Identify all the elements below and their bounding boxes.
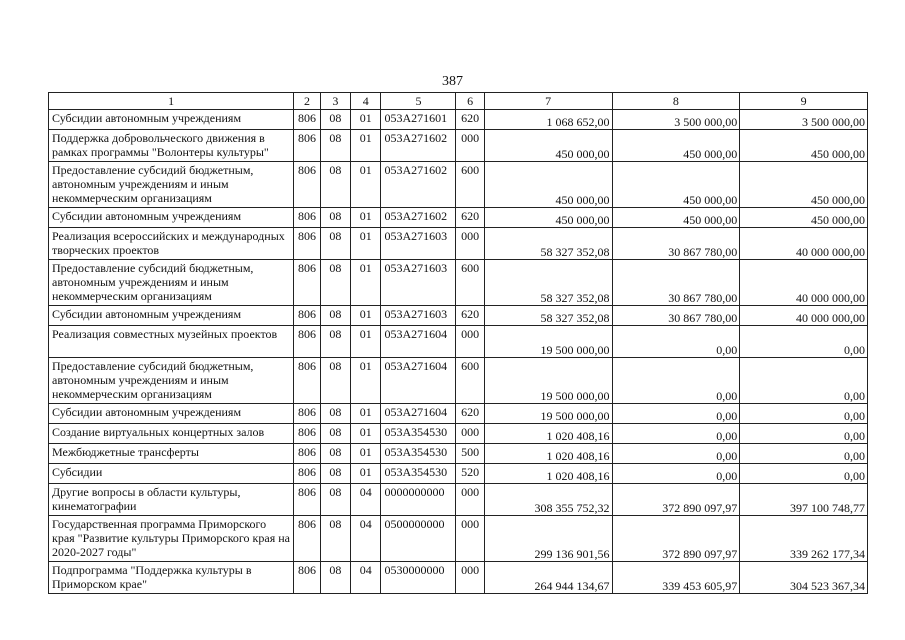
cell-col5: 053A354530 xyxy=(381,424,456,444)
cell-value-2024: 3 500 000,00 xyxy=(612,110,740,130)
table-row xyxy=(49,424,868,444)
cell-value-2023: 58 327 352,08 xyxy=(484,228,612,260)
cell-col3: 08 xyxy=(320,464,350,484)
cell-col5: 053A271603 xyxy=(381,228,456,260)
cell-value-2023: 299 136 901,56 xyxy=(484,516,612,562)
cell-value-2025: 3 500 000,00 xyxy=(740,110,868,130)
cell-col6: 600 xyxy=(456,162,484,208)
cell-col4: 01 xyxy=(351,208,381,228)
cell-value-2025: 0,00 xyxy=(740,464,868,484)
row-name: Поддержка добровольческого движения в рамках программы "Волонтеры культуры" xyxy=(49,130,294,162)
cell-value-2023: 19 500 000,00 xyxy=(484,326,612,358)
table-row xyxy=(49,110,868,130)
cell-value-2025: 0,00 xyxy=(740,326,868,358)
cell-col6: 620 xyxy=(456,208,484,228)
cell-col2: 806 xyxy=(294,110,320,130)
cell-col4: 01 xyxy=(351,306,381,326)
table-row xyxy=(49,260,868,306)
cell-value-2024: 0,00 xyxy=(612,358,740,404)
column-header-7: 7 xyxy=(484,93,612,110)
cell-value-2023: 58 327 352,08 xyxy=(484,260,612,306)
row-name: Государственная программа Приморского края "Развитие культуры Приморского края на 2020-2027 годы" xyxy=(49,516,294,562)
column-header-3: 3 xyxy=(320,93,350,110)
table-row xyxy=(49,228,868,260)
cell-value-2024: 372 890 097,97 xyxy=(612,516,740,562)
cell-col5: 053A271602 xyxy=(381,162,456,208)
header-row xyxy=(49,93,868,110)
cell-col6: 000 xyxy=(456,562,484,594)
table-row xyxy=(49,358,868,404)
cell-col2: 806 xyxy=(294,208,320,228)
cell-col6: 520 xyxy=(456,464,484,484)
table-row xyxy=(49,404,868,424)
cell-value-2024: 450 000,00 xyxy=(612,162,740,208)
cell-col5: 053A271603 xyxy=(381,306,456,326)
cell-col6: 000 xyxy=(456,424,484,444)
cell-col3: 08 xyxy=(320,130,350,162)
row-name: Субсидии автономным учреждениям xyxy=(49,208,294,228)
cell-value-2025: 450 000,00 xyxy=(740,162,868,208)
cell-col5: 053A354530 xyxy=(381,464,456,484)
cell-value-2023: 1 020 408,16 xyxy=(484,444,612,464)
column-header-5: 5 xyxy=(381,93,456,110)
cell-col3: 08 xyxy=(320,516,350,562)
cell-value-2025: 40 000 000,00 xyxy=(740,306,868,326)
row-name: Субсидии xyxy=(49,464,294,484)
cell-col6: 600 xyxy=(456,260,484,306)
cell-col5: 0530000000 xyxy=(381,562,456,594)
column-header-2: 2 xyxy=(294,93,320,110)
cell-value-2025: 0,00 xyxy=(740,424,868,444)
table-row xyxy=(49,162,868,208)
cell-col2: 806 xyxy=(294,444,320,464)
cell-col4: 04 xyxy=(351,562,381,594)
cell-value-2023: 450 000,00 xyxy=(484,162,612,208)
table-row xyxy=(49,484,868,516)
cell-col6: 000 xyxy=(456,326,484,358)
cell-col6: 000 xyxy=(456,516,484,562)
cell-col6: 620 xyxy=(456,110,484,130)
cell-col4: 01 xyxy=(351,444,381,464)
cell-col5: 053A271603 xyxy=(381,260,456,306)
row-name: Предоставление субсидий бюджетным, автономным учреждениям и иным некоммерческим организациям xyxy=(49,260,294,306)
cell-col6: 620 xyxy=(456,306,484,326)
cell-col5: 053A271601 xyxy=(381,110,456,130)
column-header-8: 8 xyxy=(612,93,740,110)
cell-value-2024: 0,00 xyxy=(612,404,740,424)
cell-value-2025: 397 100 748,77 xyxy=(740,484,868,516)
page-number: 387 xyxy=(442,74,463,89)
cell-value-2025: 0,00 xyxy=(740,404,868,424)
cell-col4: 01 xyxy=(351,228,381,260)
cell-col2: 806 xyxy=(294,162,320,208)
cell-value-2023: 450 000,00 xyxy=(484,208,612,228)
table-row xyxy=(49,444,868,464)
table-row xyxy=(49,464,868,484)
table-row xyxy=(49,562,868,594)
cell-value-2025: 0,00 xyxy=(740,358,868,404)
cell-value-2024: 0,00 xyxy=(612,444,740,464)
cell-col4: 04 xyxy=(351,516,381,562)
cell-value-2023: 450 000,00 xyxy=(484,130,612,162)
table-row xyxy=(49,130,868,162)
cell-col6: 000 xyxy=(456,228,484,260)
cell-col5: 053A271604 xyxy=(381,358,456,404)
cell-col2: 806 xyxy=(294,130,320,162)
cell-col6: 620 xyxy=(456,404,484,424)
row-name: Субсидии автономным учреждениям xyxy=(49,110,294,130)
column-header-4: 4 xyxy=(351,93,381,110)
cell-col5: 053A271604 xyxy=(381,404,456,424)
cell-value-2023: 1 020 408,16 xyxy=(484,424,612,444)
row-name: Реализация всероссийских и международных творческих проектов xyxy=(49,228,294,260)
cell-value-2024: 30 867 780,00 xyxy=(612,306,740,326)
cell-col3: 08 xyxy=(320,110,350,130)
cell-col2: 806 xyxy=(294,326,320,358)
cell-col2: 806 xyxy=(294,464,320,484)
cell-col5: 053A271602 xyxy=(381,208,456,228)
cell-col5: 053A354530 xyxy=(381,444,456,464)
cell-value-2025: 40 000 000,00 xyxy=(740,228,868,260)
row-name: Реализация совместных музейных проектов xyxy=(49,326,294,358)
cell-col6: 000 xyxy=(456,484,484,516)
row-name: Межбюджетные трансферты xyxy=(49,444,294,464)
cell-col6: 000 xyxy=(456,130,484,162)
cell-value-2024: 450 000,00 xyxy=(612,130,740,162)
cell-value-2024: 0,00 xyxy=(612,424,740,444)
cell-col4: 01 xyxy=(351,110,381,130)
cell-col5: 053A271604 xyxy=(381,326,456,358)
cell-value-2023: 19 500 000,00 xyxy=(484,404,612,424)
row-name: Создание виртуальных концертных залов xyxy=(49,424,294,444)
cell-col6: 500 xyxy=(456,444,484,464)
cell-col5: 0500000000 xyxy=(381,516,456,562)
column-header-6: 6 xyxy=(456,93,484,110)
row-name: Другие вопросы в области культуры, кинематографии xyxy=(49,484,294,516)
table-body xyxy=(49,110,868,594)
cell-col3: 08 xyxy=(320,228,350,260)
cell-value-2025: 450 000,00 xyxy=(740,208,868,228)
cell-col4: 01 xyxy=(351,162,381,208)
cell-col3: 08 xyxy=(320,260,350,306)
cell-value-2024: 30 867 780,00 xyxy=(612,228,740,260)
cell-col6: 600 xyxy=(456,358,484,404)
table-row xyxy=(49,208,868,228)
row-name: Субсидии автономным учреждениям xyxy=(49,404,294,424)
cell-col5: 053A271602 xyxy=(381,130,456,162)
cell-col4: 01 xyxy=(351,326,381,358)
cell-col2: 806 xyxy=(294,306,320,326)
cell-value-2025: 339 262 177,34 xyxy=(740,516,868,562)
cell-col2: 806 xyxy=(294,484,320,516)
cell-value-2024: 372 890 097,97 xyxy=(612,484,740,516)
cell-col3: 08 xyxy=(320,326,350,358)
table-row xyxy=(49,326,868,358)
cell-col3: 08 xyxy=(320,444,350,464)
column-header-9: 9 xyxy=(740,93,868,110)
cell-col3: 08 xyxy=(320,306,350,326)
cell-value-2023: 264 944 134,67 xyxy=(484,562,612,594)
cell-value-2025: 0,00 xyxy=(740,444,868,464)
cell-value-2024: 0,00 xyxy=(612,464,740,484)
cell-col4: 01 xyxy=(351,424,381,444)
cell-col2: 806 xyxy=(294,358,320,404)
cell-value-2023: 308 355 752,32 xyxy=(484,484,612,516)
cell-value-2025: 304 523 367,34 xyxy=(740,562,868,594)
cell-col2: 806 xyxy=(294,516,320,562)
cell-col4: 01 xyxy=(351,130,381,162)
cell-col3: 08 xyxy=(320,562,350,594)
cell-col4: 04 xyxy=(351,484,381,516)
cell-col4: 01 xyxy=(351,358,381,404)
cell-col4: 01 xyxy=(351,260,381,306)
row-name: Предоставление субсидий бюджетным, автономным учреждениям и иным некоммерческим организациям xyxy=(49,358,294,404)
cell-value-2023: 19 500 000,00 xyxy=(484,358,612,404)
row-name: Предоставление субсидий бюджетным, автономным учреждениям и иным некоммерческим организациям xyxy=(49,162,294,208)
cell-col3: 08 xyxy=(320,208,350,228)
cell-col2: 806 xyxy=(294,404,320,424)
row-name: Подпрограмма "Поддержка культуры в Приморском крае" xyxy=(49,562,294,594)
row-name: Субсидии автономным учреждениям xyxy=(49,306,294,326)
cell-value-2023: 1 020 408,16 xyxy=(484,464,612,484)
cell-value-2023: 58 327 352,08 xyxy=(484,306,612,326)
cell-col2: 806 xyxy=(294,228,320,260)
cell-col2: 806 xyxy=(294,562,320,594)
cell-col2: 806 xyxy=(294,260,320,306)
table-row xyxy=(49,516,868,562)
cell-value-2024: 450 000,00 xyxy=(612,208,740,228)
cell-value-2024: 0,00 xyxy=(612,326,740,358)
cell-value-2023: 1 068 652,00 xyxy=(484,110,612,130)
cell-col3: 08 xyxy=(320,484,350,516)
budget-table xyxy=(48,92,868,594)
table-row xyxy=(49,306,868,326)
cell-col2: 806 xyxy=(294,424,320,444)
cell-col3: 08 xyxy=(320,162,350,208)
cell-col4: 01 xyxy=(351,464,381,484)
cell-col4: 01 xyxy=(351,404,381,424)
cell-value-2025: 450 000,00 xyxy=(740,130,868,162)
cell-value-2024: 30 867 780,00 xyxy=(612,260,740,306)
cell-value-2024: 339 453 605,97 xyxy=(612,562,740,594)
cell-col5: 0000000000 xyxy=(381,484,456,516)
cell-col3: 08 xyxy=(320,404,350,424)
column-header-1: 1 xyxy=(49,93,294,110)
cell-col3: 08 xyxy=(320,424,350,444)
cell-value-2025: 40 000 000,00 xyxy=(740,260,868,306)
cell-col3: 08 xyxy=(320,358,350,404)
